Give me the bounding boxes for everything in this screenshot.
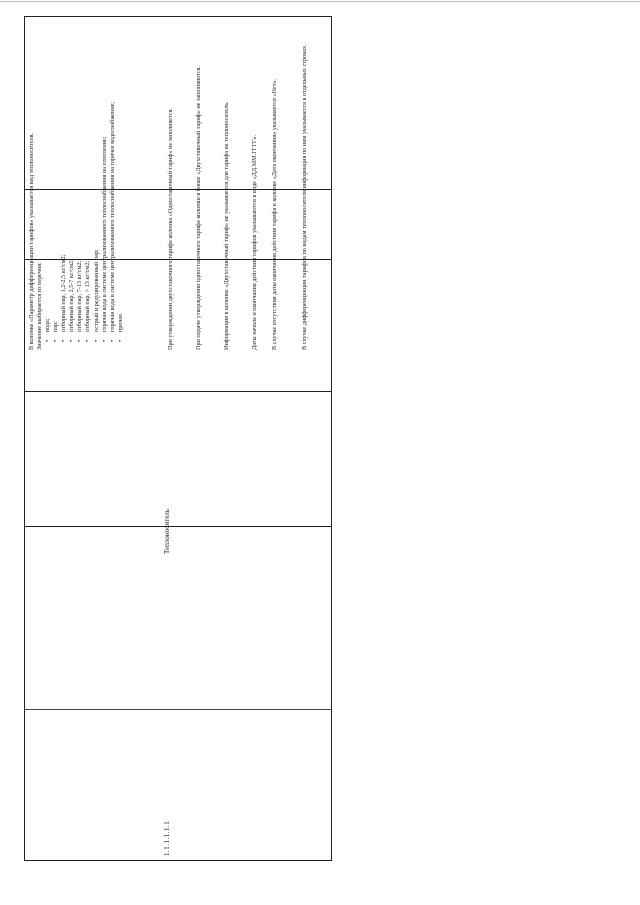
table-cell-number	[25, 710, 331, 860]
comment-p3: Информация в колонке «Двухставочный тариф» не указывается для тарифа на теплоноситель.	[223, 101, 230, 350]
comment-intro-2: Значение выбирается из перечня:	[36, 262, 43, 350]
list-item: • отборный пар, > 13 кг/см2;	[84, 20, 92, 342]
list-item: • горячая вода в системе централизованного теплоснабжения на горячее водоснабжение;	[109, 20, 117, 342]
comment-p4: Даты начала и окончания действия тарифов указываются в виде «ДД.ММ.ГГГГ».	[251, 135, 258, 350]
list-item: • отборный пар, 1,2-2,5 кг/см2;	[60, 20, 68, 342]
row-number: 1.1.1.1.1.1	[163, 820, 171, 856]
list-item: • пар;	[52, 20, 60, 342]
list-item: • отборный пар, 2,5-7 кг/см2;	[68, 20, 76, 342]
comment-p1: При утверждении двухставочного тарифа колонка «Одноставочный тариф» не заполняется.	[167, 108, 174, 350]
list-item: • острый и редуцированный пар;	[93, 20, 101, 342]
list-item: • прочее.	[117, 20, 125, 342]
page-top-edge	[0, 1, 640, 2]
list-item: • вода;	[44, 20, 52, 342]
list-item: • горячая вода в системе централизованного теплоснабжения на отопление;	[101, 20, 109, 342]
table-cell-empty-1	[25, 392, 331, 527]
table-cell-empty-3	[25, 190, 331, 260]
list-item: • отборный пар, 7-13 кг/см2;	[76, 20, 84, 342]
row-name: Теплоноситель	[163, 509, 171, 554]
comment-intro-1: В колонке «Параметр дифференциации тарифов» указывается вид теплоносителя.	[28, 132, 35, 350]
comment-p6: В случае дифференциации тарифов по видам теплоносителя информация по ним указывается в отдельных строках.	[301, 44, 308, 350]
table-cell-name	[25, 509, 331, 710]
comment-p5: В случае отсутствия даты окончания действия тарифа в колонке «Дата окончания» указывается «Нет».	[271, 78, 278, 350]
comment-p2: При подаче утверждении одноставочного тарифа колонки в блоке «Двухставочный тариф» не заполняются.	[195, 65, 202, 350]
table-cell-empty-2	[25, 260, 331, 392]
table-cell-comments	[25, 15, 331, 190]
rotated-table	[24, 16, 332, 861]
